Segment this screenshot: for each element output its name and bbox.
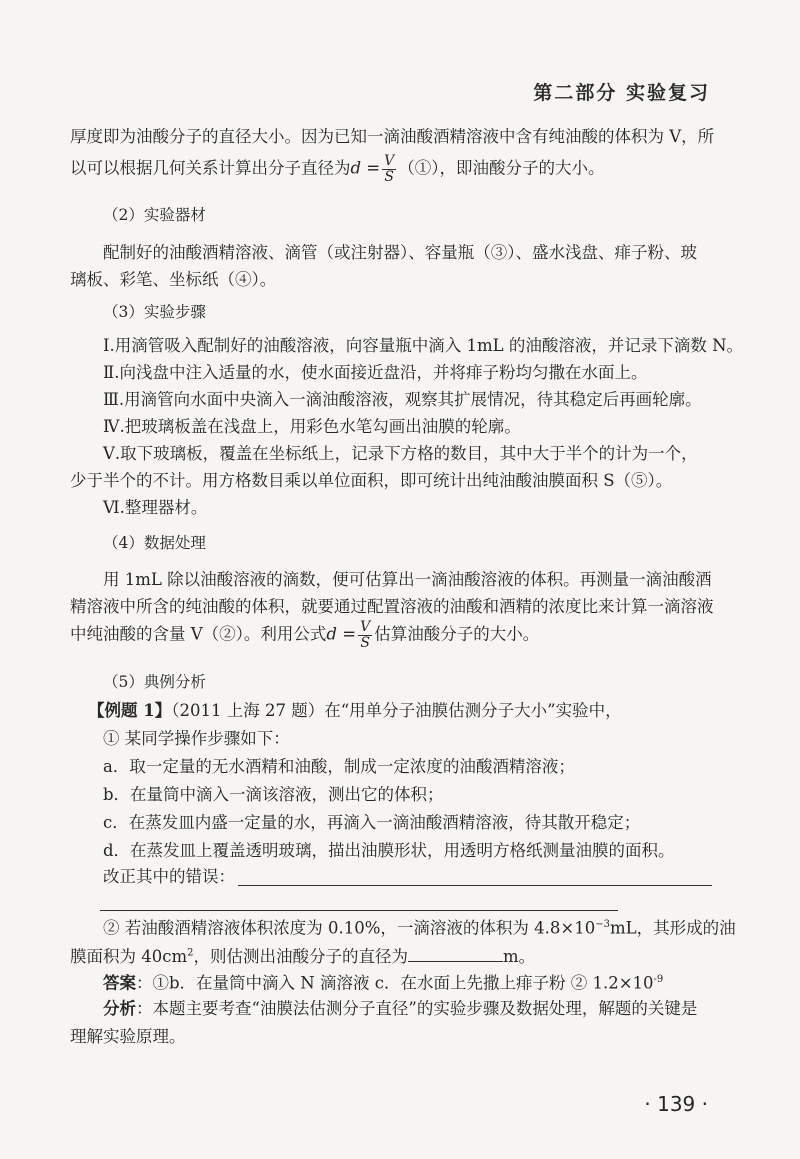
- analysis-text-1: ：本题主要考查“油膜法估测分子直径”的实验步骤及数据处理，解题的关键是: [136, 999, 698, 1018]
- option-d: d．在蒸发皿上覆盖透明玻璃，描出油膜形状，用透明方格纸测量油膜的面积。: [103, 841, 675, 860]
- section-header: 第二部分 实验复习: [533, 82, 710, 104]
- question-2c-b: ，则估测出油酸分子的直径为: [193, 947, 409, 966]
- answer-text: ：①b．在量筒中滴入 N 滴溶液 c．在水面上先撒上痱子粉 ② 1.2×10: [136, 973, 654, 993]
- analysis-line-1: [103, 1001, 697, 1018]
- analysis-label: 分析: [103, 999, 136, 1018]
- example-tag: 【例题 1】: [88, 701, 172, 720]
- data-line-3a: 中纯油酸的含量 V（②）。利用公式: [70, 624, 327, 644]
- principle-line-2a: 以可以根据几何关系计算出分子直径为: [70, 158, 351, 178]
- step-2: Ⅱ.向浅盘中注入适量的水，使水面接近盘沿，并将痱子粉均匀撒在水面上。: [103, 363, 648, 382]
- steps-heading: （3）实验步骤: [103, 303, 206, 321]
- answer-blank-2: [100, 910, 618, 911]
- equipment-heading: （2）实验器材: [103, 206, 206, 224]
- question-2c-exp: 2: [187, 947, 194, 959]
- page-number: · 139 ·: [644, 1092, 708, 1116]
- step-6: Ⅵ.整理器材。: [103, 498, 208, 517]
- question-2: [103, 920, 736, 937]
- answer-label: 答案: [103, 973, 136, 993]
- data-line-1: 用 1mL 除以油酸溶液的滴数，便可估算出一滴油酸溶液的体积。再测量一滴油酸酒: [103, 570, 712, 589]
- data-line-3: [70, 620, 539, 650]
- question-1: ① 某同学操作步骤如下：: [103, 729, 290, 748]
- equipment-line-2: 璃板、彩笔、坐标纸（④）。: [70, 270, 277, 289]
- analysis-line-2: 理解实验原理。: [70, 1027, 186, 1046]
- diameter-blank: [408, 947, 503, 962]
- option-a: a．取一定量的无水酒精和油酸，制成一定浓度的油酸酒精溶液；: [103, 757, 575, 776]
- formula-d-2: d =: [326, 624, 357, 644]
- option-c: c．在蒸发皿内盛一定量的水，再滴入一滴油酸酒精溶液，待其散开稳定；: [103, 813, 641, 832]
- correct-prompt: 改正其中的错误：: [103, 867, 235, 886]
- answer-line: [103, 975, 663, 992]
- formula-d: d =: [350, 158, 381, 178]
- data-line-3b: 估算油酸分子的大小。: [374, 624, 540, 644]
- answer-blank-1: [238, 885, 712, 886]
- question-2-exp: −3: [595, 919, 610, 930]
- step-4: Ⅳ.把玻璃板盖在浅盘上，用彩色水笔勾画出油膜的轮廓。: [103, 417, 521, 436]
- question-2-cont: [70, 947, 535, 966]
- step-5b: 少于半个的不计。用方格数目乘以单位面积，即可统计出纯油酸油膜面积 S（⑤）。: [70, 471, 673, 490]
- question-2c-c: m。: [503, 947, 536, 966]
- data-line-2: 精溶液中所含的纯油酸的体积，就要通过配置溶液的油酸和酒精的浓度比来计算一滴溶液: [70, 597, 714, 616]
- option-b: b．在量筒中滴入一滴该溶液，测出它的体积；: [103, 785, 444, 804]
- answer-exp: -9: [653, 974, 664, 985]
- example-heading: （5）典例分析: [103, 673, 206, 691]
- principle-line-2b: （①），即油酸分子的大小。: [398, 158, 605, 178]
- formula-fraction-2: $\frac{V}{S}$: [360, 619, 371, 651]
- step-1: Ⅰ.用滴管吸入配制好的油酸溶液，向容量瓶中滴入 1mL 的油酸溶液，并记录下滴数 N。: [103, 336, 744, 355]
- data-heading: （4）数据处理: [103, 534, 206, 552]
- step-5a: Ⅴ.取下玻璃板，覆盖在坐标纸上，记录下方格的数目，其中大于半个的计为一个，: [103, 444, 698, 463]
- question-2b: mL，其形成的油: [609, 918, 736, 938]
- question-2c-a: 膜面积为 40cm: [70, 947, 188, 966]
- example-intro-text: （2011 上海 27 题）在“用单分子油膜估测分子大小”实验中，: [171, 701, 622, 720]
- question-2a: ② 若油酸酒精溶液体积浓度为 0.10%，一滴溶液的体积为 4.8×10: [103, 918, 596, 938]
- step-3: Ⅲ.用滴管向水面中央滴入一滴油酸溶液，观察其扩展情况，待其稳定后再画轮廓。: [103, 390, 702, 409]
- equipment-line-1: 配制好的油酸酒精溶液、滴管（或注射器）、容量瓶（③）、盛水浅盘、痱子粉、玻: [103, 243, 697, 262]
- example-intro: [88, 703, 622, 720]
- principle-line-1: 厚度即为油酸分子的直径大小。因为已知一滴油酸酒精溶液中含有纯油酸的体积为 V，所: [70, 127, 715, 146]
- formula-fraction: $\frac{V}{S}$: [384, 153, 395, 185]
- principle-line-2: [70, 154, 605, 184]
